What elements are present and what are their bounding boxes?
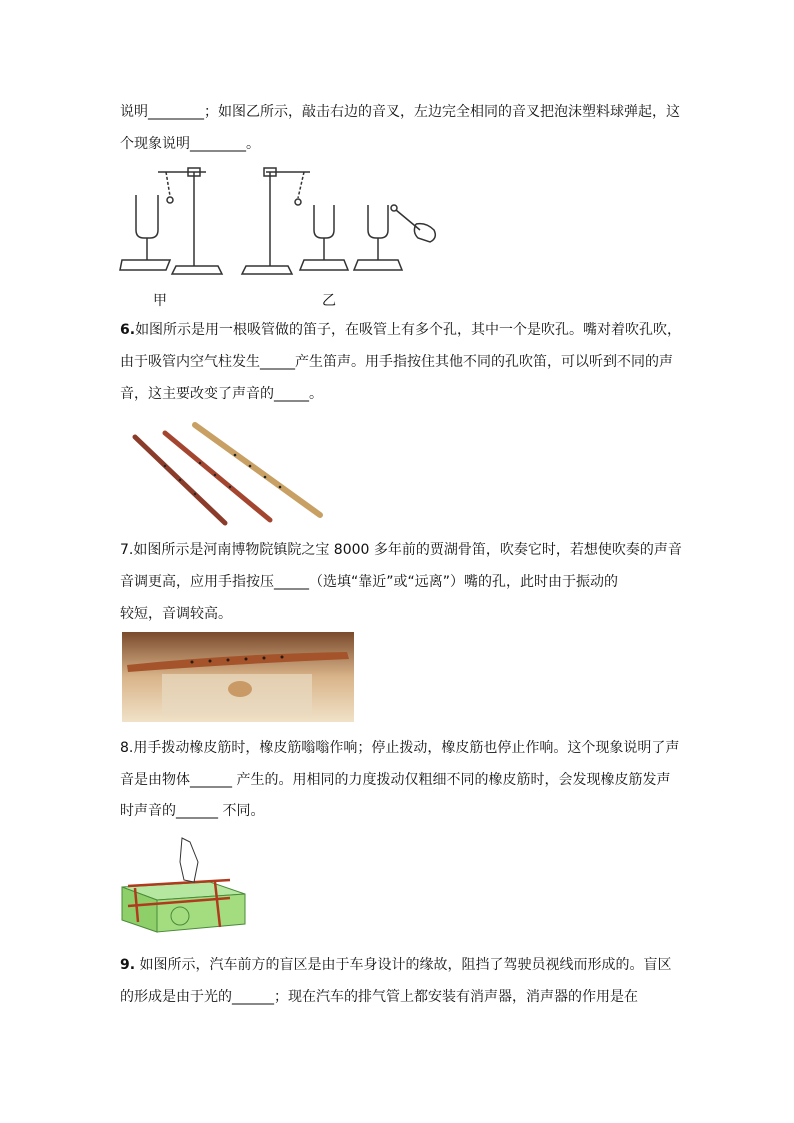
- q9-line-1: [120, 955, 672, 975]
- q9-text-1: 如图所示，汽车前方的盲区是由于车身设计的缘故，阻挡了驾驶员视线而形成的。盲区: [135, 957, 672, 973]
- q6-line-2: 由于吸管内空气柱发生_____产生笛声。用手指按住其他不同的孔吹笛，可以听到不同的声: [120, 354, 673, 370]
- figure-label-jia: 甲: [153, 293, 167, 309]
- q7-line-1: [120, 540, 682, 560]
- q5-line-2: 个现象说明________。: [120, 136, 260, 152]
- q7-line-2: 音调更高，应用手指按压_____（选填“靠近”或“远离”）嘴的孔，此时由于振动的: [120, 574, 619, 590]
- q6-text-1: 如图所示是用一根吸管做的笛子，在吸管上有多个孔，其中一个是吹孔。嘴对着吹孔吹，: [135, 322, 682, 338]
- q6-line-1: [120, 320, 681, 340]
- bone-flute-photo: [122, 632, 354, 722]
- figure-label-yi: 乙: [322, 293, 336, 309]
- q5-line-1: 说明________；如图乙所示，敲击右边的音叉，左边完全相同的音叉把泡沫塑料球弹起，这: [120, 104, 680, 120]
- fork-jia-left: [136, 195, 158, 238]
- rubber-band-box-image: [120, 832, 250, 942]
- tuning-fork-figure: [118, 160, 448, 280]
- q6-number: 6.: [120, 322, 136, 338]
- q8-line-1: [120, 738, 679, 758]
- q9-line-2: 的形成是由于光的______；现在汽车的排气管上都安装有消声器，消声器的作用是在: [120, 989, 638, 1005]
- q8-text-1: 用手拨动橡皮筋时，橡皮筋嗡嗡作响；停止拨动，橡皮筋也停止作响。这个现象说明了声: [133, 740, 680, 756]
- q7-line-3: 较短，音调较高。: [120, 606, 232, 622]
- q6-line-3: 音，这主要改变了声音的_____。: [120, 386, 323, 402]
- q9-number: 9.: [120, 957, 136, 973]
- q8-line-3: 时声音的______ 不同。: [120, 803, 265, 819]
- q7-number: 7.: [120, 542, 134, 558]
- q8-number: 8.: [120, 740, 134, 756]
- straw-flutes-image: [125, 415, 335, 530]
- q8-line-2: 音是由物体______ 产生的。用相同的力度拨动仅粗细不同的橡皮筋时，会发现橡皮筋发声: [120, 772, 671, 788]
- q7-text-1: 如图所示是河南博物院镇院之宝 8000 多年前的贾湖骨笛，吹奏它时，若想使吹奏的声音: [133, 542, 682, 558]
